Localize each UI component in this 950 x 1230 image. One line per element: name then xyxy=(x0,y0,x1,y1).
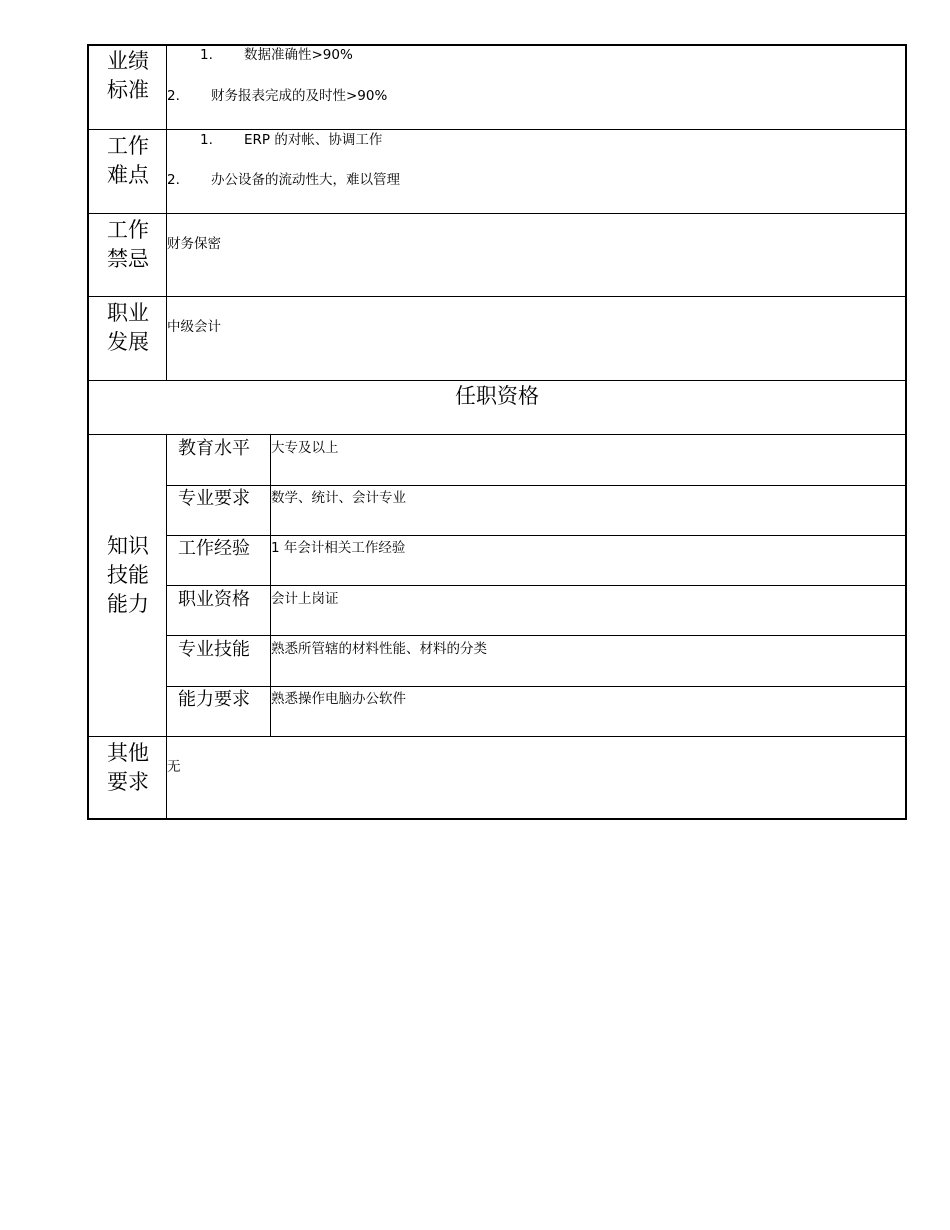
knowledge-skills-label: 知识技能能力 xyxy=(107,534,149,616)
career-text: 中级会计 xyxy=(167,319,221,335)
row-divider xyxy=(88,129,906,130)
row-divider xyxy=(88,434,906,435)
row-divider xyxy=(88,736,906,737)
performance-item-1: 数据准确性>90% xyxy=(244,47,353,63)
difficulty-label: 工作难点 xyxy=(107,134,149,187)
career-label: 职业发展 xyxy=(107,301,149,354)
qualification-value: 会计上岗证 xyxy=(271,591,339,607)
qualification-label: 能力要求 xyxy=(178,689,250,710)
qualification-label: 工作经验 xyxy=(178,538,250,559)
qualification-label: 专业技能 xyxy=(178,639,250,660)
row-divider xyxy=(167,485,906,486)
taboo-label: 工作禁忌 xyxy=(107,218,149,271)
performance-item-2: 财务报表完成的及时性>90% xyxy=(211,88,388,104)
taboo-text: 财务保密 xyxy=(167,236,221,252)
row-divider xyxy=(88,296,906,297)
performance-label: 业绩标准 xyxy=(107,49,149,102)
difficulty-item-2-number: 2. xyxy=(167,172,180,188)
difficulty-item-1: ERP 的对帐、协调工作 xyxy=(244,132,383,148)
row-divider xyxy=(167,535,906,536)
row-divider xyxy=(88,213,906,214)
qualification-value: 大专及以上 xyxy=(271,440,339,456)
qualification-label: 教育水平 xyxy=(178,438,250,459)
qualification-value: 1 年会计相关工作经验 xyxy=(271,540,406,556)
qualification-value: 熟悉操作电脑办公软件 xyxy=(271,691,406,707)
qualifications-title: 任职资格 xyxy=(455,384,539,408)
row-divider xyxy=(167,635,906,636)
qualification-label: 职业资格 xyxy=(178,589,250,610)
other-requirements-label: 其他要求 xyxy=(107,741,149,794)
row-divider xyxy=(167,686,906,687)
performance-item-2-number: 2. xyxy=(167,88,180,104)
row-divider xyxy=(88,380,906,381)
difficulty-item-1-number: 1. xyxy=(200,132,213,148)
other-requirements-text: 无 xyxy=(167,759,181,775)
performance-item-1-number: 1. xyxy=(200,47,213,63)
qualification-value: 熟悉所管辖的材料性能、材料的分类 xyxy=(271,641,487,657)
row-divider xyxy=(167,585,906,586)
qualification-value: 数学、统计、会计专业 xyxy=(271,490,406,506)
difficulty-item-2: 办公设备的流动性大，难以管理 xyxy=(211,172,400,188)
qualification-label: 专业要求 xyxy=(178,488,250,509)
